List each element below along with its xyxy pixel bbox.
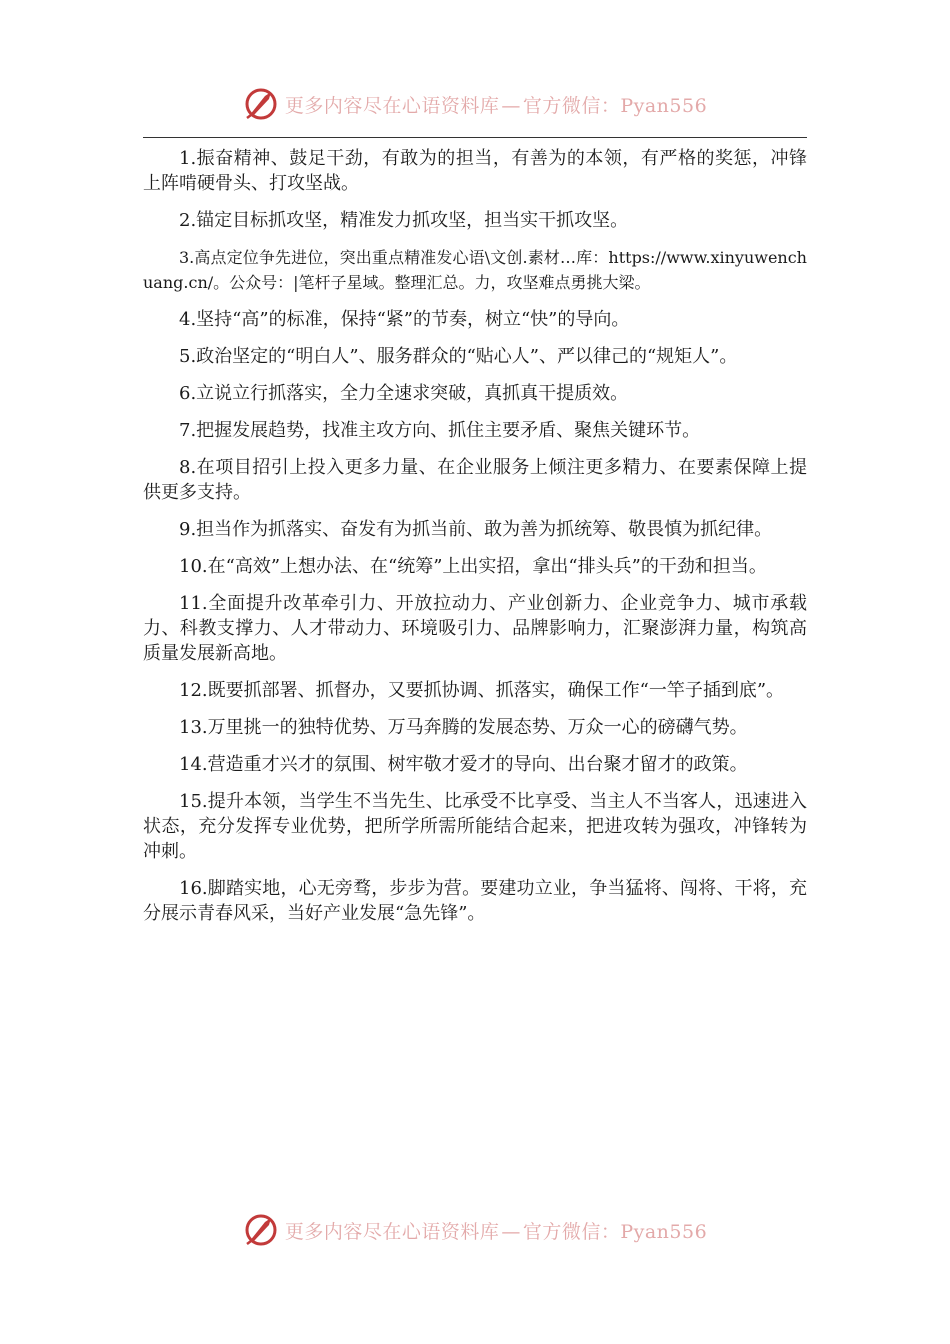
- banner-text-left: 更多内容尽在心语资料库: [284, 94, 500, 117]
- banner-separator: —: [501, 1220, 521, 1243]
- footer-banner: [0, 1208, 950, 1252]
- list-item: 4.坚持“高”的标准，保持“紧”的节奏，树立“快”的导向。: [179, 309, 630, 330]
- list-item: 1.振奋精神、鼓足干劲，有敢为的担当，有善为的本领，有严格的奖惩，冲锋上阵啃硬骨头、打攻坚战。: [143, 148, 807, 194]
- header-divider: [143, 137, 807, 138]
- banner-text: [285, 91, 707, 118]
- list-item: 11.全面提升改革牵引力、开放拉动力、产业创新力、企业竞争力、城市承载力、科教支撑力、人才带动力、环境吸引力、品牌影响力，汇聚澎湃力量，构筑高质量发展新高地。: [143, 593, 807, 664]
- list-item: 2.锚定目标抓攻坚，精准发力抓攻坚，担当实干抓攻坚。: [179, 210, 629, 231]
- list-item: 7.把握发展趋势，找准主攻方向、抓住主要矛盾、聚焦关键环节。: [179, 420, 701, 441]
- list-item: 9.担当作为抓落实、奋发有为抓当前、敢为善为抓统筹、敬畏慎为抓纪律。: [179, 519, 773, 540]
- banner-text-right: 官方微信：Pyan556: [522, 1220, 708, 1243]
- banner-text: [285, 1217, 707, 1244]
- document-body: [143, 146, 807, 938]
- list-item: 8.在项目招引上投入更多力量、在企业服务上倾注更多精力、在要素保障上提供更多支持。: [143, 457, 807, 503]
- list-item: 12.既要抓部署、抓督办，又要抓协调、抓落实，确保工作“一竿子插到底”。: [179, 680, 785, 701]
- list-item: 10.在“高效”上想办法、在“统筹”上出实招，拿出“排头兵”的干劲和担当。: [179, 556, 767, 577]
- banner-text-right: 官方微信：Pyan556: [522, 94, 708, 117]
- list-item: 3.高点定位争先进位，突出重点精准发心语\文创.素材…库：https://www.xinyuwenchuang.cn/。公众号：|笔杆子星域。整理汇总。力，攻坚难点勇挑大梁。: [143, 248, 807, 292]
- quill-pen-logo-icon: [243, 1212, 279, 1248]
- list-item: 15.提升本领，当学生不当先生、比承受不比享受、当主人不当客人，迅速进入状态，充分发挥专业优势，把所学所需所能结合起来，把进攻转为强攻，冲锋转为冲刺。: [143, 791, 807, 862]
- quill-pen-logo-icon: [243, 86, 279, 122]
- list-item: 16.脚踏实地，心无旁骛，步步为营。要建功立业，争当猛将、闯将、干将，充分展示青春风采，当好产业发展“急先锋”。: [143, 878, 807, 924]
- list-item: 5.政治坚定的“明白人”、服务群众的“贴心人”、严以律己的“规矩人”。: [179, 346, 738, 367]
- banner-separator: —: [501, 94, 521, 117]
- banner-text-left: 更多内容尽在心语资料库: [284, 1220, 500, 1243]
- list-item: 14.营造重才兴才的氛围、树牢敬才爱才的导向、出台聚才留才的政策。: [179, 754, 748, 775]
- list-item: 6.立说立行抓落实，全力全速求突破，真抓真干提质效。: [179, 383, 629, 404]
- header-banner: [0, 82, 950, 126]
- list-item: 13.万里挑一的独特优势、万马奔腾的发展态势、万众一心的磅礴气势。: [179, 717, 748, 738]
